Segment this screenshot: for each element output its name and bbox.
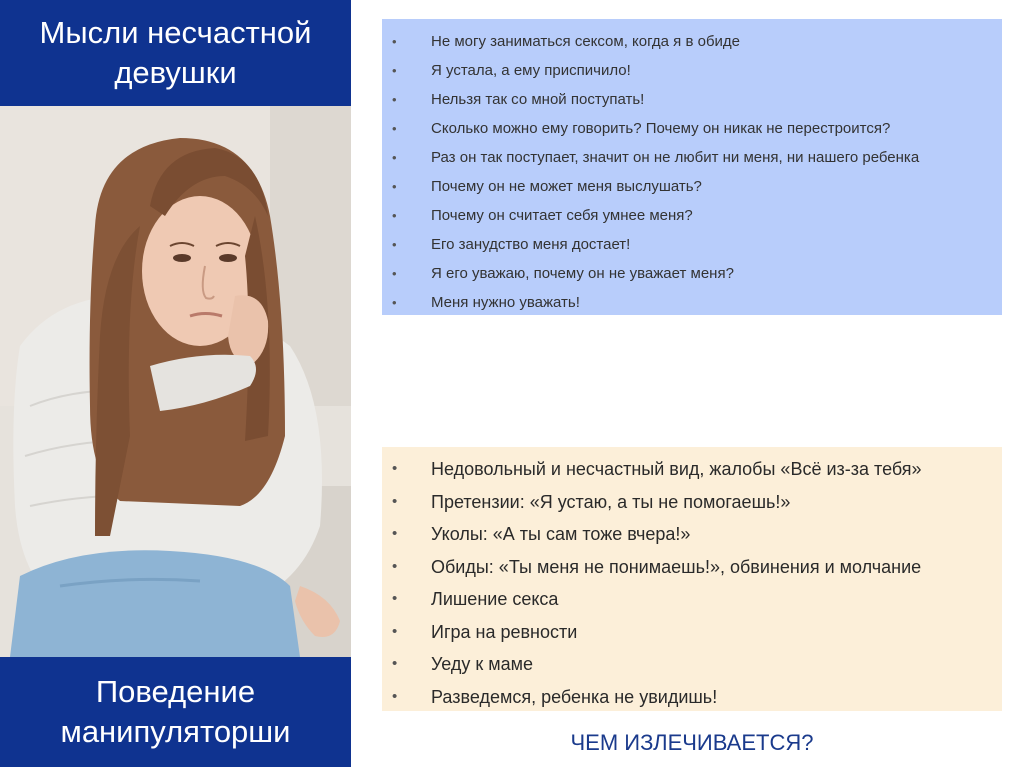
thoughts-list (392, 27, 992, 317)
thought-text: Раз он так поступает, значит он не любит ни меня, ни нашего ребенка (431, 149, 920, 166)
woman-photo-illustration (0, 106, 351, 657)
behaviour-text: Обиды: «Ты меня не понимаешь!», обвинения и молчание (431, 556, 922, 577)
list-item (392, 85, 992, 114)
bullet-icon: • (392, 34, 397, 49)
list-item (392, 583, 992, 616)
list-item (392, 201, 992, 230)
behaviour-text: Уеду к маме (431, 654, 533, 674)
behaviour-title (0, 657, 351, 767)
cure-question: ЧЕМ ИЗЛЕЧИВАЕТСЯ? (570, 730, 814, 755)
behaviour-text: Игра на ревности (431, 621, 578, 642)
bullet-icon: • (392, 655, 398, 672)
bullet-icon: • (392, 63, 397, 78)
bullet-icon: • (392, 590, 398, 607)
list-item (392, 551, 992, 584)
bullet-icon: • (392, 150, 397, 165)
list-item (392, 114, 992, 143)
bullet-icon: • (392, 295, 397, 310)
list-item (392, 486, 992, 519)
bullet-icon: • (392, 237, 397, 252)
thought-text: Почему он считает себя умнее меня? (431, 207, 693, 224)
thought-text: Меня нужно уважать! (431, 294, 580, 311)
list-item (392, 56, 992, 85)
thought-text: Нельзя так со мной поступать! (431, 91, 645, 108)
behaviour-text: Лишение секса (431, 589, 559, 609)
bullet-icon: • (392, 557, 398, 575)
thought-text: Я устала, а ему приспичило! (431, 62, 631, 79)
bullet-icon: • (392, 208, 397, 223)
list-item (392, 518, 992, 551)
list-item (392, 230, 992, 259)
bullet-icon: • (392, 525, 398, 542)
woman-photo (0, 106, 351, 657)
behaviour-title-text: Поведение манипуляторши (60, 674, 291, 749)
bullet-icon: • (392, 92, 397, 107)
bullet-icon: • (392, 687, 398, 705)
behaviour-list (392, 453, 992, 713)
list-item (392, 681, 992, 714)
list-item (392, 27, 992, 56)
thought-text: Не могу заниматься сексом, когда я в обиде (431, 33, 741, 50)
left-panel (0, 0, 351, 767)
bullet-icon: • (392, 492, 398, 510)
behaviour-text: Недовольный и несчастный вид, жалобы «Всё из-за тебя» (431, 459, 922, 479)
list-item (392, 143, 992, 172)
list-item (392, 648, 992, 681)
thoughts-title-text: Мысли несчастной девушки (39, 15, 312, 90)
thoughts-title (0, 0, 351, 106)
behaviour-text: Разведемся, ребенка не увидишь! (431, 686, 718, 707)
bullet-icon: • (392, 179, 397, 194)
list-item (392, 259, 992, 288)
thoughts-box (382, 19, 1002, 315)
bullet-icon: • (392, 121, 397, 136)
list-item (392, 453, 992, 486)
bullet-icon: • (392, 460, 398, 477)
behaviour-box (382, 447, 1002, 711)
behaviour-text: Претензии: «Я устаю, а ты не помогаешь!» (431, 491, 791, 512)
thought-text: Сколько можно ему говорить? Почему он никак не перестроится? (431, 120, 891, 137)
behaviour-text: Уколы: «А ты сам тоже вчера!» (431, 524, 691, 544)
thought-text: Почему он не может меня выслушать? (431, 178, 702, 195)
thought-text: Я его уважаю, почему он не уважает меня? (431, 265, 734, 282)
list-item (392, 616, 992, 649)
list-item (392, 288, 992, 317)
thought-text: Его занудство меня достает! (431, 236, 631, 253)
bullet-icon: • (392, 266, 397, 281)
list-item (392, 172, 992, 201)
bullet-icon: • (392, 622, 398, 640)
